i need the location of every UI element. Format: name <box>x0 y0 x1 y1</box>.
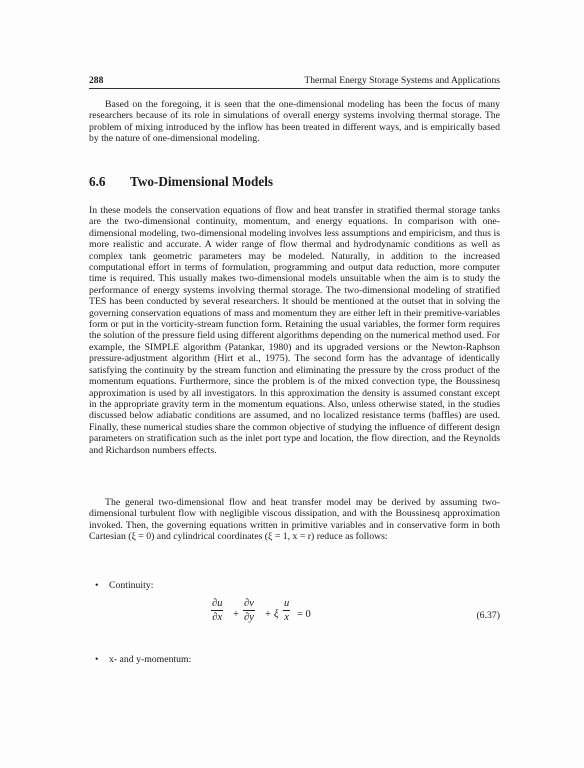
page-number: 288 <box>89 75 104 86</box>
fraction-du-dx: ∂u ∂x <box>212 598 223 623</box>
body-paragraph-general-model: The general two-dimensional flow and heat transfer model may be derived by assuming two-dimensional turbulent flow with negligible viscous dissipation, and with the Boussinesq approximation invoked. Then, the governing equations written in primitive variables and in conservative form in both Cartesian (ξ = 0) and cylindrical coordinates (ξ = 1, x = r) reduce as follows: <box>89 497 500 543</box>
bullet-dot-icon: • <box>95 654 99 665</box>
equation-number: (6.37) <box>476 610 500 621</box>
fraction-u-x: u x <box>284 598 290 623</box>
section-number: 6.6 <box>89 174 106 189</box>
bullet-label: Continuity: <box>109 580 154 591</box>
bullet-continuity <box>95 580 153 591</box>
plus-sign: + <box>265 609 271 620</box>
plus-sign: + <box>233 609 239 620</box>
running-title: Thermal Energy Storage Systems and Applications <box>304 75 500 86</box>
xi-symbol: ξ <box>274 609 279 620</box>
fraction-dv-dy: ∂v ∂y <box>244 598 254 623</box>
bullet-dot-icon: • <box>95 580 99 591</box>
running-header <box>89 72 500 89</box>
section-heading <box>89 174 273 190</box>
bullet-label: x- and y-momentum: <box>109 654 192 665</box>
section-title: Two-Dimensional Models <box>130 174 273 189</box>
equals-zero: = 0 <box>297 609 311 620</box>
intro-paragraph: Based on the foregoing, it is seen that the one-dimensional modeling has been the focus of many researchers because of its role in simulations of overall energy systems involving thermal storage. The problem of mixing introduced by the inflow has been treated in different ways, and is empirically based by the nature of one-dimensional modeling. <box>89 99 500 145</box>
body-paragraph-models: In these models the conservation equations of flow and heat transfer in stratified thermal storage tanks are the two-dimensional continuity, momentum, and energy equations. In comparison with one-dimensional modeling, two-dimensional modeling involves less assumptions and empiricism, and thus is more realistic and accurate. A wider range of flow thermal and hydrodynamic conditions as well as complex tank geometric parameters may be modeled. Naturally, in addition to the increased computational effort in terms of formulation, programming and output data reduction, more computer time is required. This usually makes two-dimensional models unsuitable when the aim is to study the performance of energy systems involving thermal storage. The two-dimensional modeling of stratified TES has been conducted by several researchers. It should be mentioned at the outset that in solving the governing conservation equations of mass and momentum they are either left in their premitive-variables form or put in the vorticity-stream function form. Retaining the usual variables, the former form requires the solution of the pressure field using different algorithms depending on the numerical method used. For example, the SIMPLE algorithm (Patankar, 1980) and its upgraded versions or the Newton-Raphson pressure-adjustment algorithm (Hirt et al., 1975). The second form has the advantage of identically satisfying the continuity by the stream function and eliminating the pressure by the cross product of the momentum equations. Furthermore, since the problem is of the mixed convection type, the Boussinesq approximation is used by all investigators. In this approximation the density is assumed constant except in the appropriate gravity term in the momentum equations. Also, unless otherwise stated, in the studies discussed below adiabatic conditions are assumed, and no localized resistance terms (baffles) are used. Finally, these numerical studies share the common objective of studying the influence of different design parameters on stratification such as the inlet port type and location, the flow direction, and the Reynolds and Richardson numbers effects. <box>89 205 500 456</box>
bullet-momentum <box>95 654 191 665</box>
equation-6-37 <box>211 598 500 634</box>
